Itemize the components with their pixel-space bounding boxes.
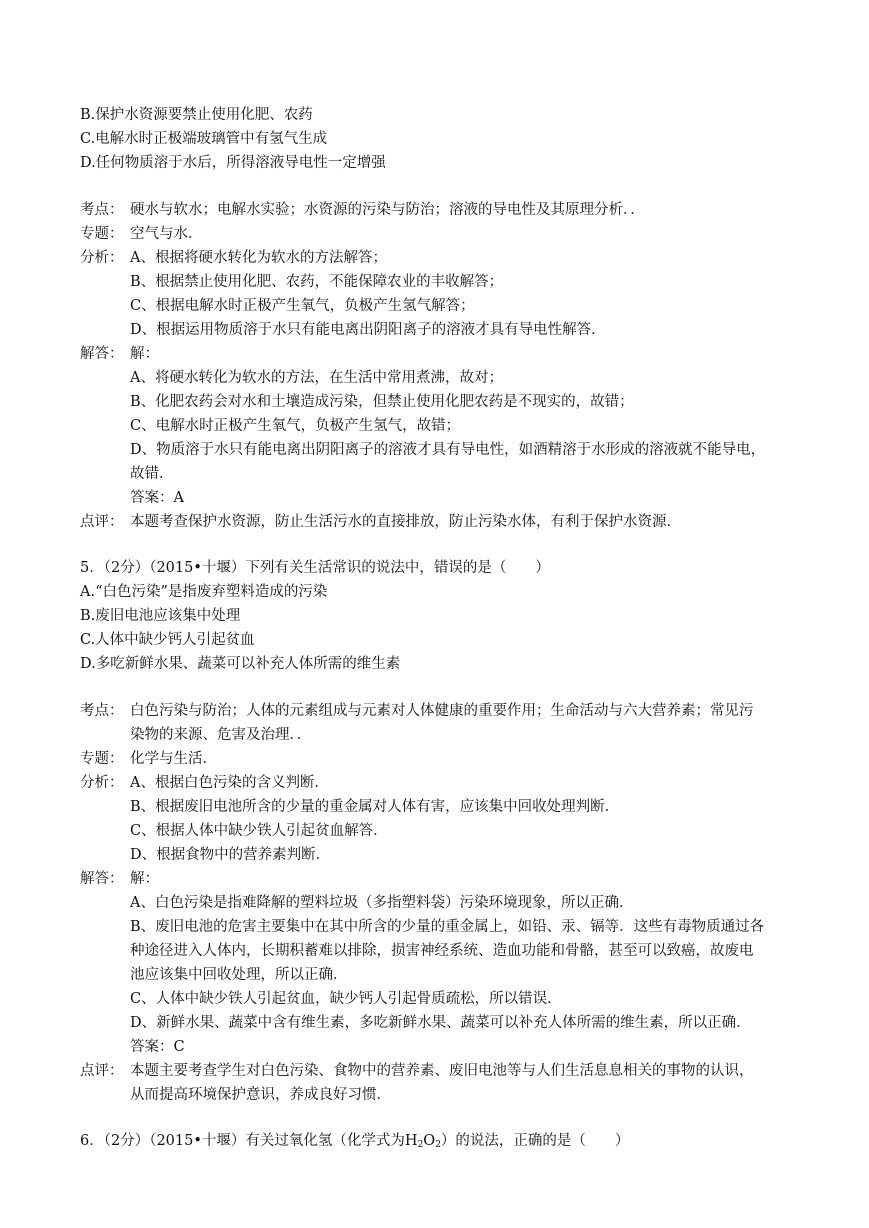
option-c: C.人体中缺少钙人引起贫血 [80, 632, 255, 648]
fenxi-label: 分析： [80, 250, 124, 266]
jieda-line: A、白色污染是指难降解的塑料垃圾（多指塑料袋）污染环境现象，所以正确． [130, 895, 634, 911]
zhuanti-label: 专题： [80, 226, 124, 242]
stem-text: ）的说法，正确的是（ ） [440, 1133, 630, 1149]
jieda-intro: 解： [130, 871, 159, 887]
jieda-label: 解答： [80, 346, 124, 362]
jieda-line: D、物质溶于水只有能电离出阴阳离子的溶液才具有导电性，如酒精溶于水形成的溶液就不能导电， [130, 442, 766, 458]
dianping-text: 本题考查保护水资源，防止生活污水的直接排放，防止污染水体，有利于保护水资源． [130, 514, 681, 530]
dianping-label: 点评： [80, 1063, 124, 1079]
jieda-line: B、化肥农药会对水和土壤造成污染，但禁止使用化肥农药是不现实的，故错； [130, 394, 634, 410]
answer-line: 答案：A [130, 490, 184, 506]
option-b: B.保护水资源要禁止使用化肥、农药 [80, 107, 313, 123]
fenxi-line: B、根据禁止使用化肥、农药，不能保障农业的丰收解答； [130, 274, 504, 290]
option-a: A.“白色污染”是指废弃塑料造成的污染 [80, 584, 328, 600]
dianping-line: 本题主要考查学生对白色污染、食物中的营养素、废旧电池等与人们生活息息相关的事物的认识， [130, 1063, 754, 1079]
kaodian-label: 考点： [80, 202, 124, 218]
fenxi-line: A、根据将硬水转化为软水的方法解答； [130, 250, 387, 266]
zhuanti-text: 化学与生活． [130, 751, 217, 767]
question-5-stem: 5．（2分）（2015•十堰）下列有关生活常识的说法中，错误的是（ ） [80, 560, 550, 576]
zhuanti-text: 空气与水． [130, 226, 203, 242]
zhuanti-label: 专题： [80, 751, 124, 767]
fenxi-line: D、根据运用物质溶于水只有能电离出阴阳离子的溶液才具有导电性解答． [130, 322, 606, 338]
answer-line: 答案：C [130, 1039, 185, 1055]
dianping-label: 点评： [80, 514, 124, 530]
jieda-line: D、新鲜水果、蔬菜中含有维生素，多吃新鲜水果、蔬菜可以补充人体所需的维生素，所以正确． [130, 1015, 751, 1031]
option-c: C.电解水时正极端玻璃管中有氢气生成 [80, 131, 328, 147]
stem-text: 6．（2分）（2015•十堰）有关过氧化氢（化学式为H [80, 1133, 418, 1149]
kaodian-line: 染物的来源、危害及治理．． [130, 727, 312, 743]
question-6-stem [80, 1131, 629, 1155]
option-b: B.废旧电池应该集中处理 [80, 608, 241, 624]
jieda-line: C、电解水时正极产生氧气，负极产生氢气，故错； [130, 418, 461, 434]
subscript: 2 [435, 1140, 441, 1150]
jieda-line: 池应该集中回收处理，所以正确． [130, 967, 348, 983]
option-d: D.任何物质溶于水后，所得溶液导电性一定增强 [80, 155, 386, 171]
formula-o: O [423, 1133, 436, 1149]
jieda-line: A、将硬水转化为软水的方法，在生活中常用煮沸，故对； [130, 370, 503, 386]
kaodian-line: 白色污染与防治；人体的元素组成与元素对人体健康的重要作用；生命活动与六大营养素；常见污 [130, 703, 754, 719]
fenxi-line: A、根据白色污染的含义判断． [130, 775, 329, 791]
jieda-line: B、废旧电池的危害主要集中在其中所含的少量的重金属上，如铅、汞、镉等．这些有毒物质通过各 [130, 919, 765, 935]
subscript: 2 [417, 1140, 424, 1150]
kaodian-text: 硬水与软水；电解水实验；水资源的污染与防治；溶液的导电性及其原理分析．． [130, 202, 645, 218]
option-d: D.多吃新鲜水果、蔬菜可以补充人体所需的维生素 [80, 656, 401, 672]
fenxi-line: D、根据食物中的营养素判断． [130, 847, 331, 863]
fenxi-line: C、根据电解水时正极产生氧气，负极产生氢气解答； [130, 298, 475, 314]
fenxi-line: C、根据人体中缺少铁人引起贫血解答． [130, 823, 388, 839]
jieda-label: 解答： [80, 871, 124, 887]
fenxi-line: B、根据废旧电池所含的少量的重金属对人体有害，应该集中回收处理判断． [130, 799, 620, 815]
dianping-line: 从而提高环境保护意识，养成良好习惯． [130, 1087, 391, 1103]
jieda-line: C、人体中缺少铁人引起贫血，缺少钙人引起骨质疏松，所以错误． [130, 991, 562, 1007]
jieda-intro: 解： [130, 346, 159, 362]
jieda-line: 故错． [130, 466, 174, 482]
fenxi-label: 分析： [80, 775, 124, 791]
kaodian-label: 考点： [80, 703, 124, 719]
jieda-line: 种途径进入人体内，长期积蓄难以排除，损害神经系统、造血功能和骨骼，甚至可以致癌，故废电 [130, 943, 754, 959]
